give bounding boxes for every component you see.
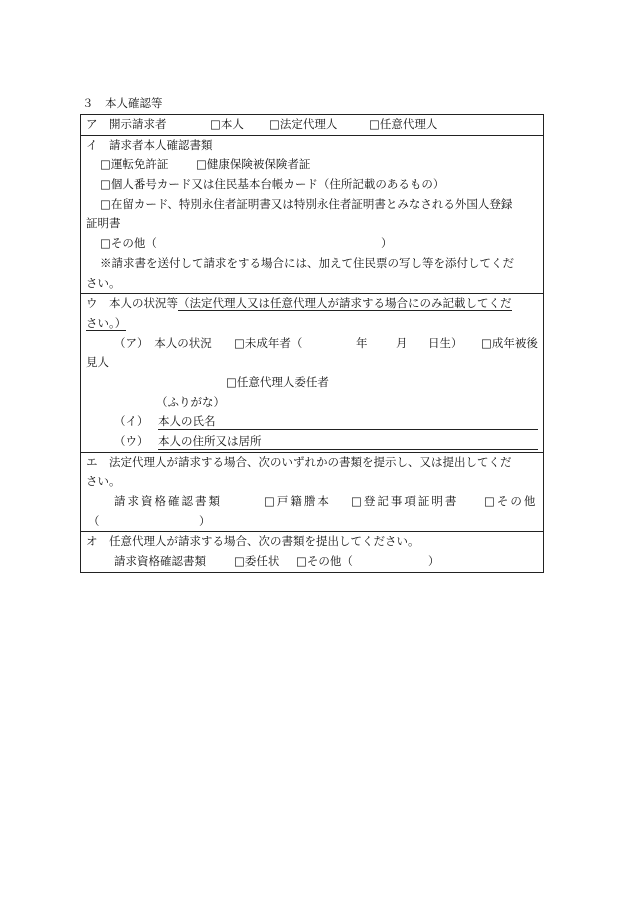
adult-ward-cont: 見人: [86, 355, 109, 370]
birth-year-label: 年: [356, 335, 368, 350]
requester-row: [86, 115, 538, 135]
checkbox-registry-certificate[interactable]: □登記事項証明書: [351, 494, 459, 509]
checkbox-delegator[interactable]: □任意代理人委任者: [226, 374, 329, 389]
furigana-row: [86, 393, 538, 413]
person-address-field[interactable]: [158, 432, 538, 450]
status-a-row: [86, 334, 538, 354]
status-a-label: （ア） 本人の状況: [114, 335, 212, 350]
checkbox-id-other[interactable]: □その他（: [100, 236, 157, 251]
person-name-caption: 本人の氏名: [158, 414, 216, 429]
checkbox-drivers-license[interactable]: □運転免許証: [100, 157, 169, 172]
checkbox-legal-agent[interactable]: □法定代理人: [269, 117, 338, 131]
checkbox-voluntary-agent[interactable]: □任意代理人: [369, 117, 438, 131]
status-title: ウ 本人の状況等: [86, 296, 178, 311]
person-address-row: [86, 432, 538, 452]
checkbox-self[interactable]: □本人: [210, 117, 244, 131]
voluntary-agent-title: オ 任意代理人が請求する場合、次の書類を提出してください。: [86, 534, 420, 549]
delegator-row: [86, 373, 538, 393]
voluntary-other-close-paren: ）: [428, 554, 440, 569]
person-address-label: （ウ）: [114, 434, 149, 448]
id-docs-row3: [86, 195, 538, 215]
legal-agent-title-line2: さい。: [86, 474, 121, 489]
checkbox-my-number-card[interactable]: □個人番号カード又は住民基本台帳カード（住所記載のあるもの）: [100, 177, 445, 192]
id-other-close-paren: ）: [381, 236, 393, 251]
legal-agent-title-line1: エ 法定代理人が請求する場合、次のいずれかの書類を提示し、又は提出してくだ: [86, 454, 512, 469]
status-title-line2: [86, 314, 538, 334]
section-i-id-documents: [81, 135, 543, 294]
section-u-person-status: [81, 293, 543, 452]
legal-other-close-paren: ）: [199, 513, 211, 528]
person-address-caption: 本人の住所又は居所: [158, 434, 262, 448]
section-o-voluntary-agent-docs: [81, 531, 543, 571]
person-name-label: （イ）: [114, 414, 149, 429]
checkbox-adult-ward[interactable]: □成年被後: [481, 335, 538, 350]
status-condition-note-cont: さい。）: [86, 315, 127, 330]
checkbox-family-register[interactable]: □戸籍謄本: [264, 494, 331, 509]
furigana-label: （ふりがな）: [156, 394, 225, 409]
section-a-requester: [81, 115, 543, 135]
status-condition-note: （法定代理人又は任意代理人が請求する場合にのみ記載してくだ: [178, 296, 512, 311]
legal-agent-doc-label: 請求資格確認書類: [114, 494, 222, 509]
checkbox-power-of-attorney[interactable]: □委任状: [234, 554, 280, 569]
legal-other-open-paren: （: [88, 513, 100, 528]
legal-agent-docs-row: [86, 492, 538, 512]
legal-other-row: [86, 512, 538, 532]
checkbox-health-insurance[interactable]: □健康保険被保険者証: [196, 157, 311, 172]
checkbox-minor[interactable]: □未成年者（: [234, 335, 303, 350]
voluntary-agent-docs-row: [86, 552, 538, 572]
checkbox-residence-card[interactable]: □在留カード、特別永住者証明書又は特別永住者証明書とみなされる外国人登録: [100, 196, 513, 211]
person-name-field[interactable]: [158, 412, 538, 430]
birth-month-label: 月: [396, 335, 408, 350]
id-docs-row1: [86, 155, 538, 175]
person-name-row: [86, 412, 538, 432]
section-e-legal-agent-docs: [81, 452, 543, 532]
status-title-line1: [86, 294, 538, 314]
mail-note: ※請求書を送付して請求をする場合には、加えて住民票の写し等を添付してくだ: [100, 255, 514, 270]
birth-day-label: 日生）: [428, 335, 463, 350]
voluntary-agent-doc-label: 請求資格確認書類: [114, 554, 206, 569]
section-heading: ３ 本人確認等: [82, 96, 163, 110]
id-docs-other-row: [86, 234, 538, 254]
id-docs-row3-cont: 証明書: [86, 216, 121, 231]
id-docs-row2: [86, 175, 538, 195]
requester-label: ア 開示請求者: [86, 117, 167, 131]
checkbox-voluntary-other[interactable]: □その他（: [296, 554, 353, 569]
mail-note-line2: さい。: [86, 275, 121, 290]
identity-confirmation-form: [80, 114, 544, 573]
checkbox-legal-other[interactable]: □その他: [484, 494, 538, 509]
id-docs-title: イ 請求者本人確認書類: [86, 137, 213, 152]
mail-note-line1: [86, 254, 538, 274]
